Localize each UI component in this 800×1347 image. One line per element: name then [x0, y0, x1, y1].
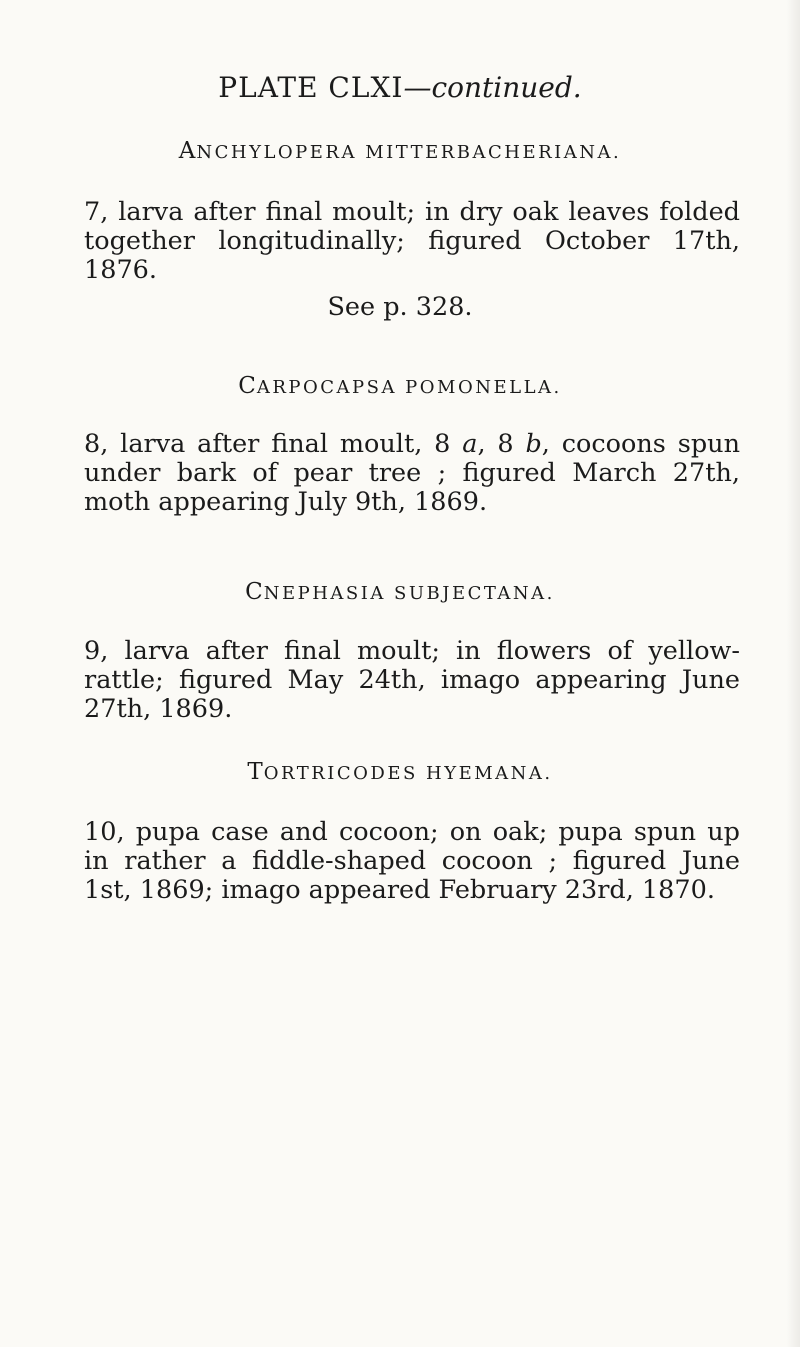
species-heading-tortricodes: [0, 758, 800, 788]
species-initial: C: [245, 579, 264, 605]
entry-10: 10, pupa case and cocoon; on oak; pupa spun up in rather a fiddle-shaped cocoon ; figured June 1st, 1869; imago appeared February 23rd, 1870.: [84, 817, 740, 905]
entry-9: 9, larva after final moult; in flowers of yellow-rattle; figured May 24th, imago appearing June 27th, 1869.: [84, 636, 740, 724]
species-name-rest: ARPOCAPSA POMONELLA.: [256, 377, 562, 398]
species-name-rest: ORTRICODES HYEMANA.: [263, 763, 553, 784]
species-initial: C: [238, 373, 257, 399]
species-initial: A: [178, 138, 197, 164]
plate-heading-suffix: —continued.: [403, 71, 582, 104]
entry-8-italic-a: a: [462, 429, 478, 459]
species-initial: T: [247, 759, 264, 785]
see-also-reference: See p. 328.: [327, 292, 473, 322]
plate-heading: [0, 70, 800, 106]
species-name-rest: NEPHASIA SUBJECTANA.: [263, 583, 555, 604]
plate-heading-main: PLATE CLXI: [218, 71, 404, 104]
species-heading-anchylopera: [0, 137, 800, 167]
entry-8-text-a: 8, larva after final moult, 8: [84, 429, 463, 459]
species-heading-carpocapsa: [0, 372, 800, 402]
entry-8-text-c: , cocoons spun under bark of pear tree ; figured March 27th, moth appearing July 9th, 1869.: [84, 429, 740, 517]
entry-8-italic-b: b: [525, 429, 542, 459]
species-name-rest: NCHYLOPERA MITTERBACHERIANA.: [196, 142, 622, 163]
page-edge-shadow: [786, 0, 800, 1347]
entry-7: 7, larva after final moult; in dry oak leaves folded together longitudinally; figured October 17th, 1876.: [84, 197, 740, 285]
entry-8: [84, 430, 740, 517]
entry-8-text-b: , 8: [477, 429, 526, 459]
species-heading-cnephasia: [0, 578, 800, 608]
